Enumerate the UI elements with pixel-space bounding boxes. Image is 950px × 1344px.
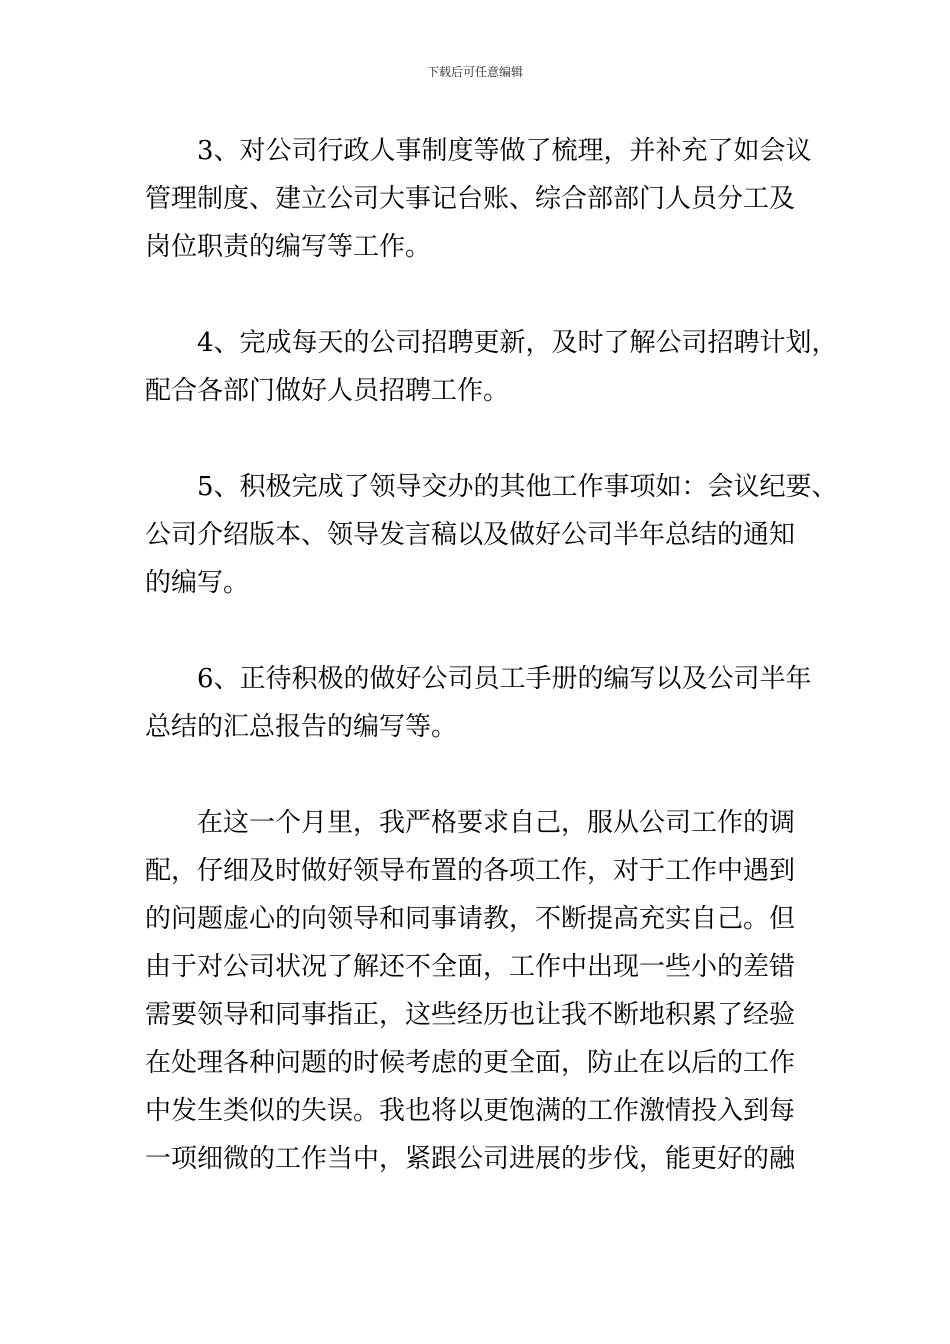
- paragraph-line: 在这一个月里，我严格要求自己，服从公司工作的调: [197, 808, 796, 838]
- page-header: 下载后可任意编辑: [426, 65, 523, 79]
- paragraph-line: 公司介绍版本、领导发言稿以及做好公司半年总结的通知: [145, 520, 796, 550]
- paragraph-line: 一项细微的工作当中，紧跟公司进展的步伐，能更好的融: [145, 1144, 796, 1174]
- paragraph-line: 配合各部门做好人员招聘工作。: [145, 376, 510, 406]
- paragraph-item-6: [145, 655, 815, 751]
- paragraph-line: 的编写。: [145, 568, 250, 598]
- paragraph-item-3: [145, 127, 815, 271]
- paragraph-line: 岗位职责的编写等工作。: [145, 232, 432, 262]
- paragraph-line: 总结的汇总报告的编写等。: [145, 712, 458, 742]
- paragraph-line: 4、完成每天的公司招聘更新，及时了解公司招聘计划，: [197, 328, 838, 358]
- paragraph-line: 中发生类似的失误。我也将以更饱满的工作激情投入到每: [145, 1096, 796, 1126]
- paragraph-line: 管理制度、建立公司大事记台账、综合部部门人员分工及: [145, 184, 796, 214]
- document-body: [145, 127, 838, 1231]
- paragraph-item-4: [145, 319, 838, 415]
- paragraph-line: 在处理各种问题的时候考虑的更全面，防止在以后的工作: [145, 1048, 796, 1078]
- paragraph-line: 3、对公司行政人事制度等做了梳理，并补充了如会议: [197, 136, 812, 166]
- paragraph-line: 配，仔细及时做好领导布置的各项工作，对于工作中遇到: [145, 856, 796, 886]
- paragraph-line: 需要领导和同事指正，这些经历也让我不断地积累了经验: [145, 1000, 796, 1030]
- paragraph-line: 5、积极完成了领导交办的其他工作事项如：会议纪要、: [197, 472, 838, 502]
- paragraph-summary: [145, 799, 815, 1183]
- paragraph-item-5: [145, 463, 838, 607]
- paragraph-line: 的问题虚心的向领导和同事请教，不断提高充实自己。但: [145, 904, 796, 934]
- paragraph-line: 6、正待积极的做好公司员工手册的编写以及公司半年: [197, 664, 812, 694]
- paragraph-line: 由于对公司状况了解还不全面，工作中出现一些小的差错: [145, 952, 796, 982]
